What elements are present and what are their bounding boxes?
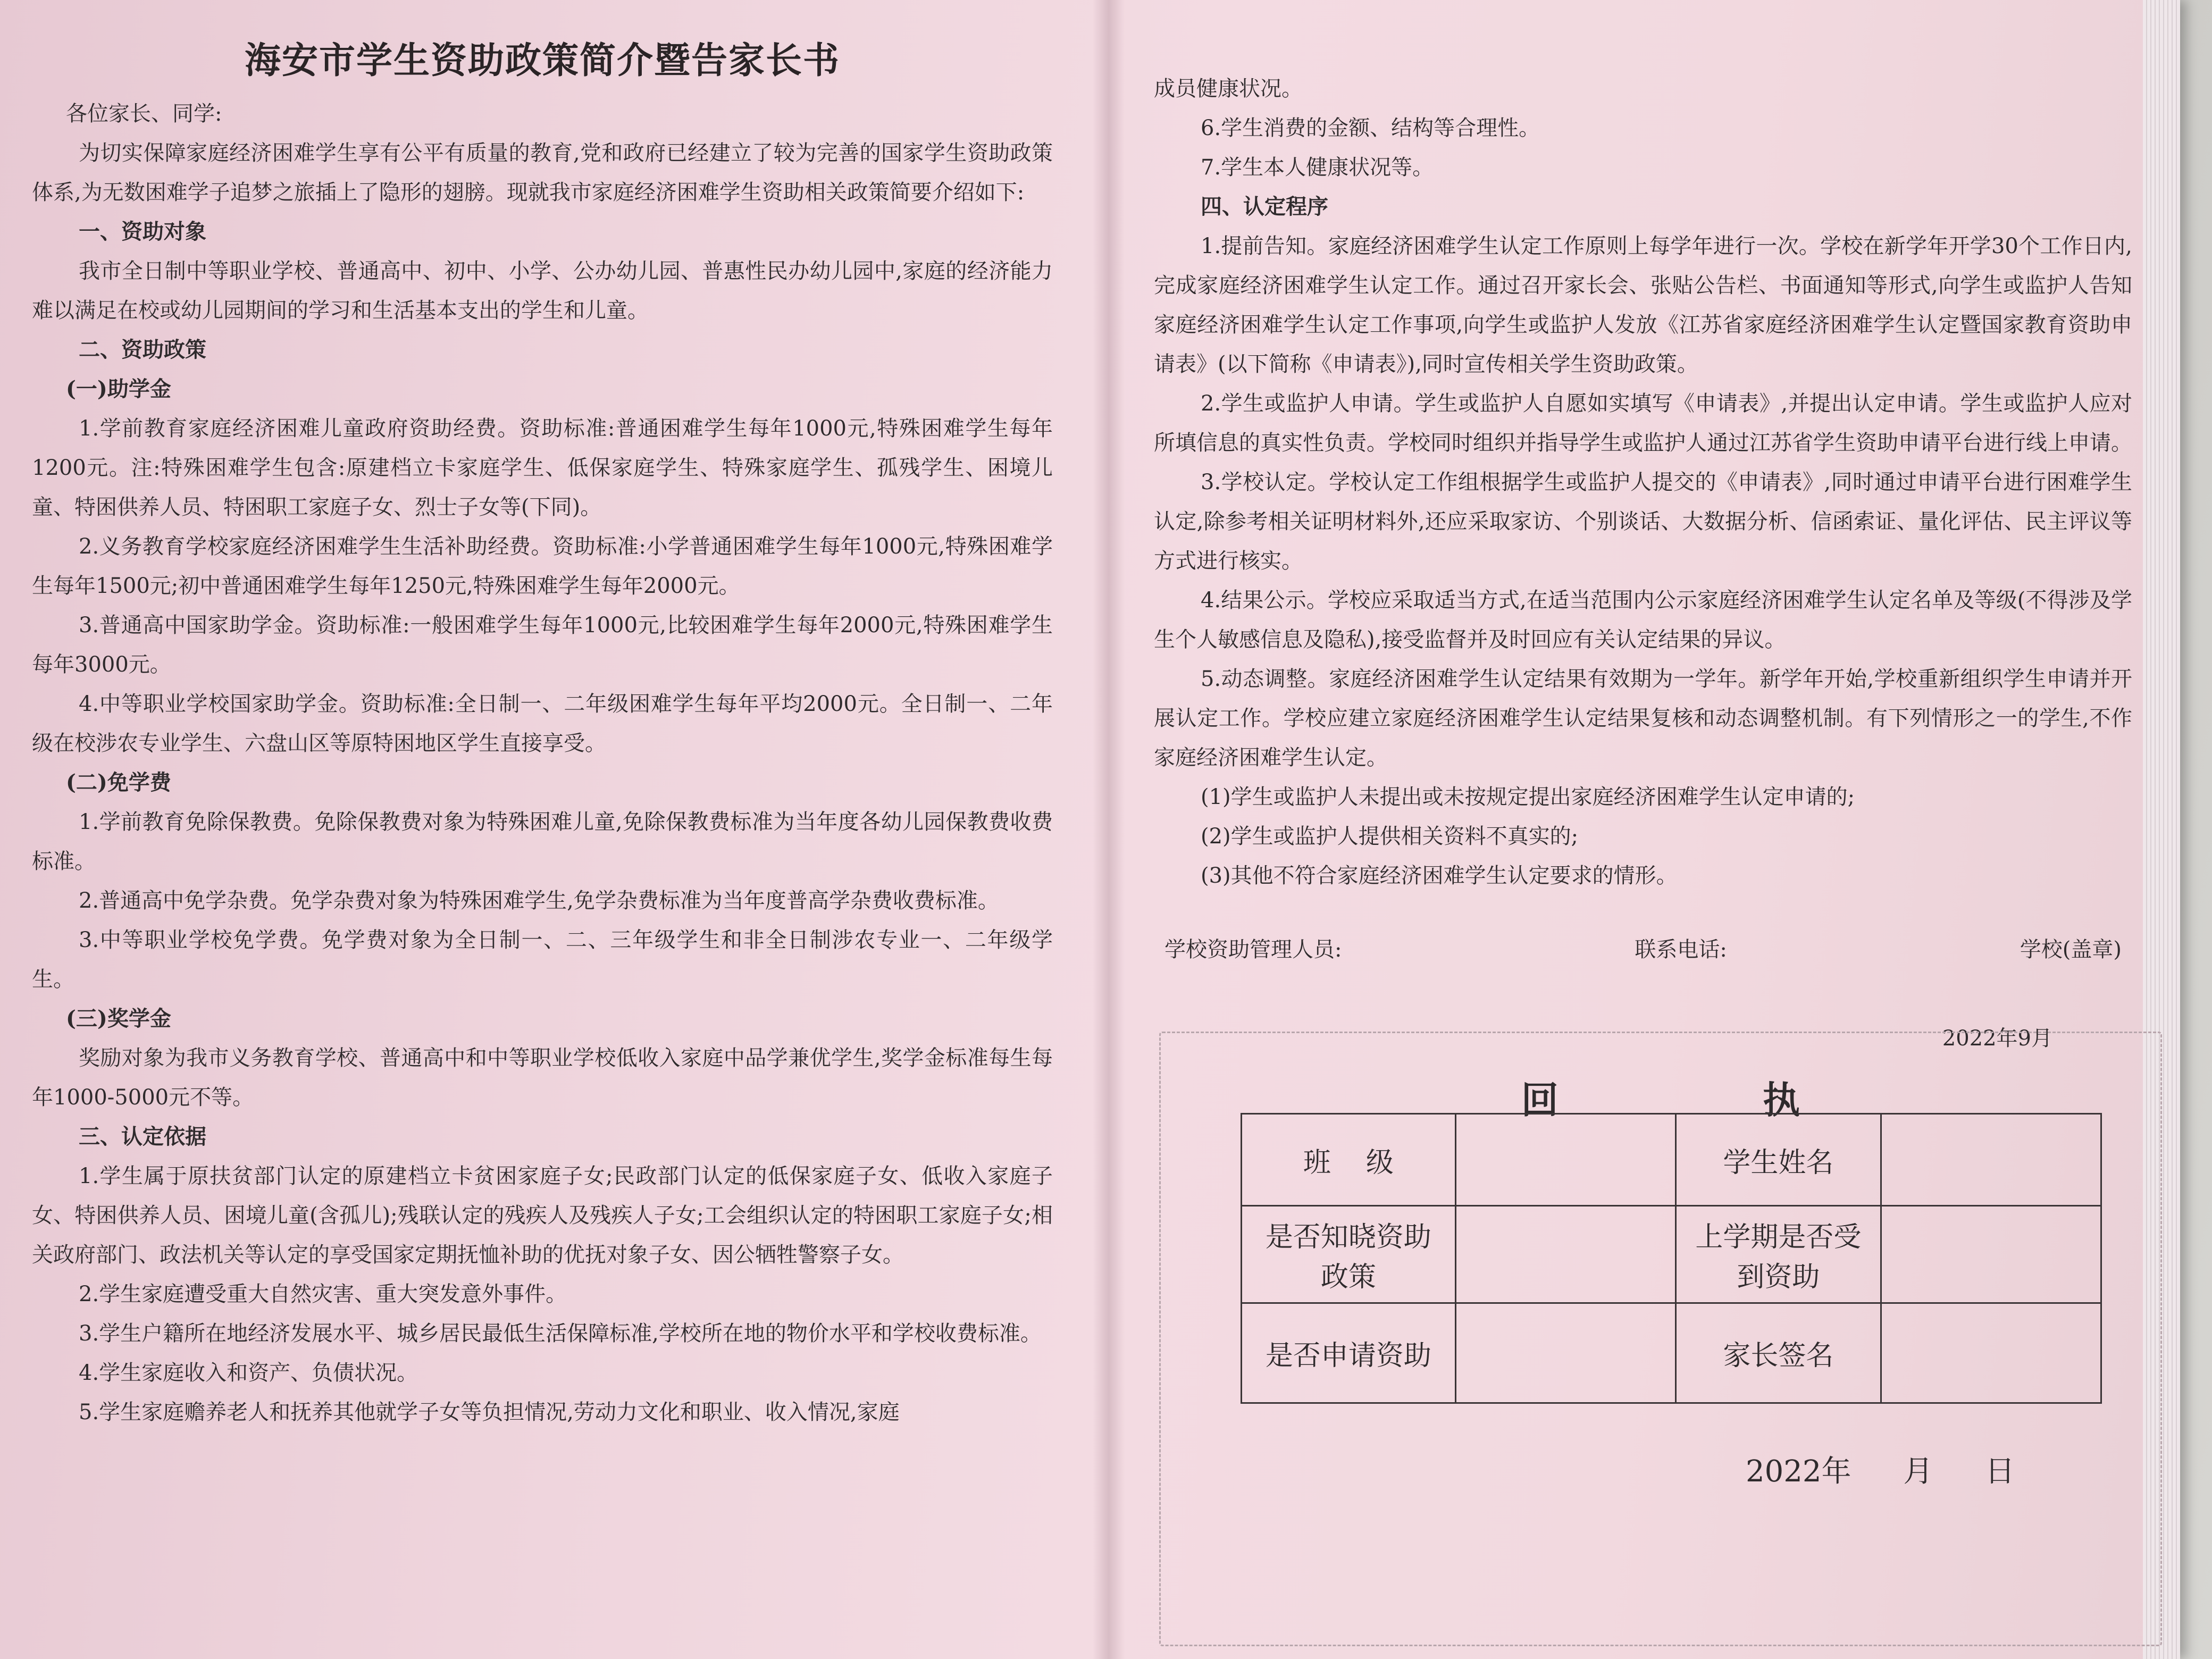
policy-awareness-label: 是否知晓资助政策 (1242, 1206, 1456, 1303)
grant-heading: (一)助学金 (66, 376, 171, 401)
grant-item-1: 1.学前教育家庭经济困难儿童政府资助经费。资助标准:普通困难学生每年1000元,特殊困难学生每年1200元。注:特殊困难学生包含:原建档立卡家庭学生、低保家庭学生、特殊家庭学生、孤残学生、困境儿童、特困供养人员、特困职工家庭子女、烈士子女等(下同)。 (32, 416, 1053, 520)
previous-aid-field[interactable] (1881, 1206, 2101, 1303)
procedure-item-1: 1.提前告知。家庭经济困难学生认定工作原则上每学年进行一次。学校在新学年开学30个工作日内,完成家庭经济困难学生认定工作。通过召开家长会、张贴公告栏、书面通知等形式,向学生或监护人告知家庭经济困难学生认定工作事项,向学生或监护人发放《江苏省家庭经济困难学生认定暨国家教育资助申请表》(以下简称《申请表》),同时宣传相关学生资助政策。 (1154, 234, 2132, 376)
parent-signature-label: 家长签名 (1675, 1303, 1881, 1403)
notice-date: 2022年9月 (1942, 1026, 2052, 1051)
grant-item-2: 2.义务教育学校家庭经济困难学生生活补助经费。资助标准:小学普通困难学生每年1000元,特殊困难学生每年1500元;初中普通困难学生每年1250元,特殊困难学生每年2000元。 (32, 534, 1053, 598)
apply-aid-label: 是否申请资助 (1242, 1303, 1456, 1403)
tuition-free-item-1: 1.学前教育免除保教费。免除保教费对象为特殊困难儿童,免除保教费标准为当年度各幼儿园保教费收费标准。 (32, 810, 1053, 874)
previous-aid-label: 上学期是否受到资助 (1675, 1206, 1881, 1303)
receipt-table (1241, 1113, 2102, 1404)
left-page (32, 21, 1053, 1432)
basis-item-7: 7.学生本人健康状况等。 (1201, 155, 1434, 180)
tuition-free-item-3: 3.中等职业学校免学费。免学费对象为全日制一、二、三年级学生和非全日制涉农专业一、二年级学生。 (32, 928, 1053, 992)
procedure-item-4: 4.结果公示。学校应采取适当方式,在适当范围内公示家庭经济困难学生认定名单及等级(不得涉及学生个人敏感信息及隐私),接受监督并及时回应有关认定结果的异议。 (1154, 588, 2132, 652)
student-name-label: 学生姓名 (1675, 1114, 1881, 1206)
class-field[interactable] (1455, 1114, 1675, 1206)
exclusion-item-1: (1)学生或监护人未提出或未按规定提出家庭经济困难学生认定申请的; (1201, 785, 1855, 809)
basis-item-4: 4.学生家庭收入和资产、负债状况。 (79, 1361, 418, 1385)
tuition-free-item-2: 2.普通高中免学杂费。免学杂费对象为特殊困难学生,免学杂费标准为当年度普高学杂费收费标准。 (79, 889, 999, 913)
table-row (1242, 1114, 2101, 1206)
tuition-free-heading: (二)免学费 (66, 770, 171, 795)
receipt-title: 回 执 (1521, 1078, 1896, 1122)
procedure-item-2: 2.学生或监护人申请。学生或监护人自愿如实填写《申请表》,并提出认定申请。学生或监护人应对所填信息的真实性负责。学校同时组织并指导学生或监护人通过江苏省学生资助申请平台进行线上申请。 (1154, 391, 2132, 455)
scholarship-heading: (三)奖学金 (66, 1006, 171, 1031)
center-fold (1093, 0, 1125, 1659)
signature-row (1154, 933, 2132, 963)
section-3-heading: 三、认定依据 (79, 1124, 206, 1149)
grant-item-3: 3.普通高中国家助学金。资助标准:一般困难学生每年1000元,比较困难学生每年2000元,特殊困难学生每年3000元。 (32, 613, 1053, 677)
section-1-text: 我市全日制中等职业学校、普通高中、初中、小学、公办幼儿园、普惠性民办幼儿园中,家庭的经济能力难以满足在校或幼儿园期间的学习和生活基本支出的学生和儿童。 (32, 259, 1053, 323)
seal-label: 学校(盖章) (2020, 937, 2122, 962)
basis-item-2: 2.学生家庭遭受重大自然灾害、重大突发意外事件。 (79, 1282, 567, 1306)
right-page (1154, 69, 2132, 1052)
basis-item-6: 6.学生消费的金额、结构等合理性。 (1201, 116, 1540, 140)
greeting: 各位家长、同学: (66, 102, 222, 126)
receipt-date: 2022年 月 日 (1746, 1454, 2015, 1489)
section-2-heading: 二、资助政策 (79, 337, 206, 362)
exclusion-item-2: (2)学生或监护人提供相关资料不真实的; (1201, 824, 1579, 849)
class-label: 班 级 (1242, 1114, 1456, 1206)
grant-item-4: 4.中等职业学校国家助学金。资助标准:全日制一、二年级困难学生每年平均2000元。全日制一、二年级在校涉农专业学生、六盘山区等原特困地区学生直接享受。 (32, 692, 1053, 756)
document-title: 海安市学生资助政策简介暨告家长书 (244, 39, 840, 82)
policy-awareness-field[interactable] (1455, 1206, 1675, 1303)
basis-item-3: 3.学生户籍所在地经济发展水平、城乡居民最低生活保障标准,学校所在地的物价水平和学校收费标准。 (79, 1321, 1042, 1346)
apply-aid-field[interactable] (1455, 1303, 1675, 1403)
receipt-slip (1159, 1032, 2162, 1646)
section-1-heading: 一、资助对象 (79, 219, 206, 244)
staff-label: 学校资助管理人员: (1164, 937, 1342, 962)
intro-paragraph: 为切实保障家庭经济困难学生享有公平有质量的教育,党和政府已经建立了较为完善的国家学生资助政策体系,为无数困难学子追梦之旅插上了隐形的翅膀。现就我市家庭经济困难学生资助相关政策简要介绍如下: (32, 141, 1053, 205)
basis-item-1: 1.学生属于原扶贫部门认定的原建档立卡贫困家庭子女;民政部门认定的低保家庭子女、低收入家庭子女、特困供养人员、困境儿童(含孤儿);残联认定的残疾人及残疾人子女;工会组织认定的特困职工家庭子女;相关政府部门、政法机关等认定的享受国家定期抚恤补助的优抚对象子女、因公牺牲警察子女。 (32, 1164, 1053, 1267)
basis-item-5-continued: 成员健康状况。 (1154, 77, 1303, 101)
table-row (1242, 1206, 2101, 1303)
scholarship-text: 奖励对象为我市义务教育学校、普通高中和中等职业学校低收入家庭中品学兼优学生,奖学金标准每生每年1000-5000元不等。 (32, 1046, 1053, 1110)
parent-signature-field[interactable] (1881, 1303, 2101, 1403)
section-4-heading: 四、认定程序 (1201, 194, 1328, 219)
student-name-field[interactable] (1881, 1114, 2101, 1206)
basis-item-5: 5.学生家庭赡养老人和抚养其他就学子女等负担情况,劳动力文化和职业、收入情况,家庭 (79, 1400, 900, 1425)
procedure-item-3: 3.学校认定。学校认定工作组根据学生或监护人提交的《申请表》,同时通过申请平台进行困难学生认定,除参考相关证明材料外,还应采取家访、个别谈话、大数据分析、信函索证、量化评估、民主评议等方式进行核实。 (1154, 470, 2132, 573)
exclusion-item-3: (3)其他不符合家庭经济困难学生认定要求的情形。 (1201, 864, 1678, 888)
table-row (1242, 1303, 2101, 1403)
procedure-item-5: 5.动态调整。家庭经济困难学生认定结果有效期为一学年。新学年开始,学校重新组织学生申请并开展认定工作。学校应建立家庭经济困难学生认定结果复核和动态调整机制。有下列情形之一的学生,不作家庭经济困难学生认定。 (1154, 667, 2132, 770)
phone-label: 联系电话: (1635, 937, 1727, 962)
